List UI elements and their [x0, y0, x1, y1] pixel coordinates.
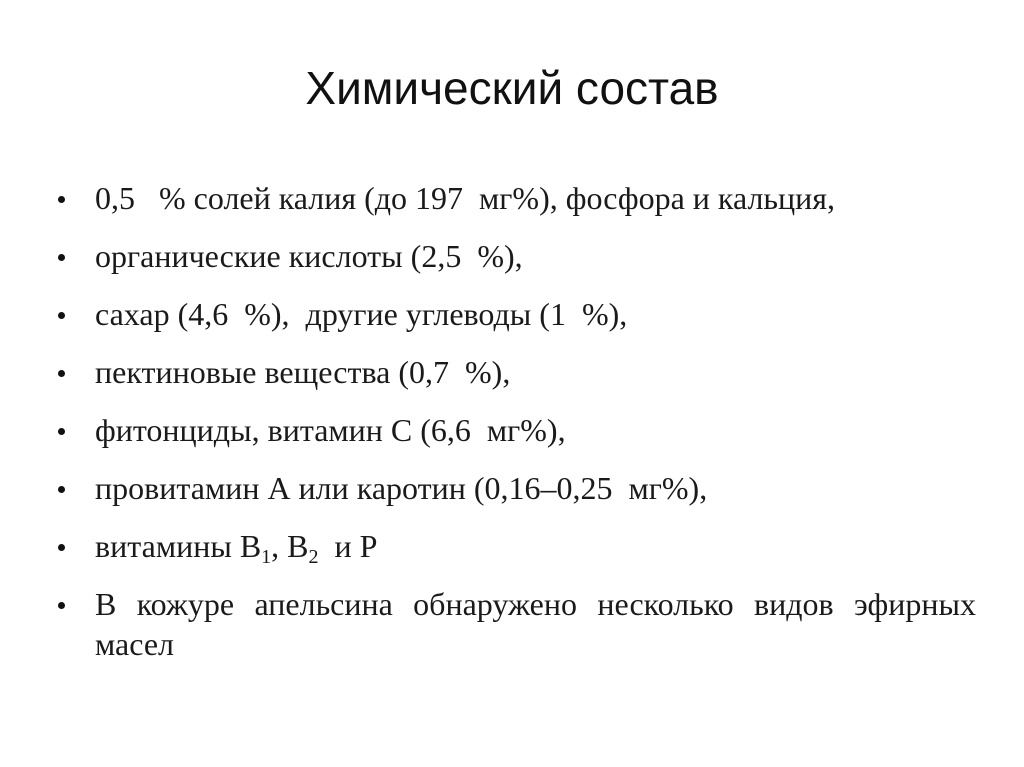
list-item — [58, 294, 976, 334]
bullet-icon — [58, 370, 65, 377]
bullet-icon — [58, 486, 65, 493]
vitamin-b-separator: , В — [271, 528, 309, 564]
list-item-text: пектиновые вещества (0,7 %), — [95, 354, 511, 390]
list-item-text: провитамин А или каротин (0,16–0,25 мг%), — [95, 470, 708, 506]
bullet-icon — [58, 312, 65, 319]
list-item-text: В кожуре апельсина обнаружено несколько видов эфирных масел — [95, 586, 984, 662]
list-item-text — [95, 528, 378, 568]
slide-title: Химический состав — [305, 62, 719, 114]
subscript-2: 2 — [308, 546, 319, 568]
vitamin-b-label: витамины В — [95, 528, 262, 564]
list-item-text: 0,5 % солей калия (до 197 мг%), фосфора и кальция, — [95, 180, 835, 216]
list-item — [58, 584, 984, 664]
bullet-list — [58, 178, 984, 682]
list-item-text: сахар (4,6 %), другие углеводы (1 %), — [95, 296, 628, 332]
list-item-text: фитонциды, витамин С (6,6 мг%), — [95, 412, 566, 448]
vitamin-p-label: и Р — [318, 528, 378, 564]
bullet-icon — [58, 544, 65, 551]
list-item-text: органические кислоты (2,5 %), — [95, 238, 523, 274]
bullet-icon — [58, 602, 65, 609]
bullet-icon — [58, 254, 65, 261]
list-item — [58, 526, 976, 566]
subscript-1: 1 — [261, 546, 272, 568]
bullet-icon — [58, 196, 65, 203]
list-item — [58, 410, 976, 450]
bullet-icon — [58, 428, 65, 435]
list-item — [58, 236, 976, 276]
list-item — [58, 178, 976, 218]
list-item — [58, 468, 976, 508]
list-item — [58, 352, 976, 392]
